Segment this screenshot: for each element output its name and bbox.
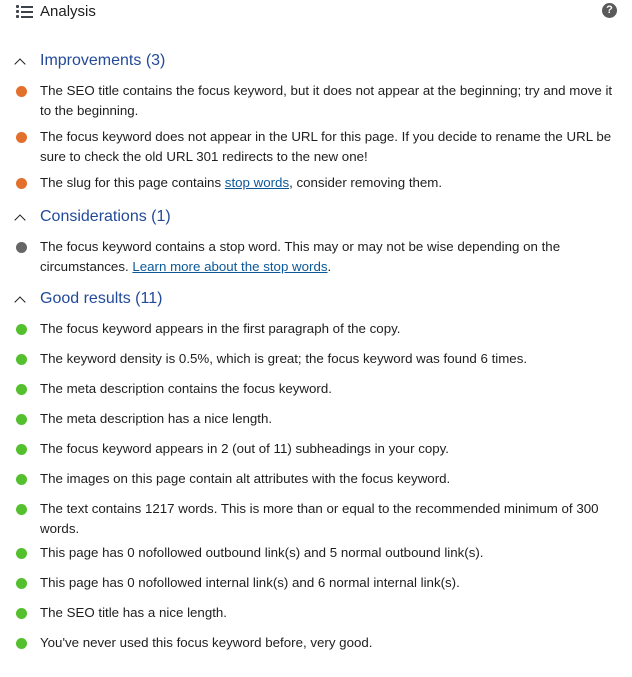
item-text: This page has 0 nofollowed outbound link(s) and 5 normal outbound link(s). <box>40 545 484 560</box>
item-text: The focus keyword does not appear in the URL for this page. If you decide to rename the URL be sure to check the old URL 301 redirects to the new one! <box>40 129 612 164</box>
list-item <box>14 81 614 121</box>
good-results-toggle[interactable] <box>14 290 614 314</box>
list-item <box>14 439 614 459</box>
item-text: The focus keyword appears in the first paragraph of the copy. <box>40 321 401 336</box>
list-item <box>14 379 614 399</box>
item-text: The meta description contains the focus keyword. <box>40 381 332 396</box>
item-text: The images on this page contain alt attributes with the focus keyword. <box>40 471 451 486</box>
item-text: This page has 0 nofollowed internal link(s) and 6 normal internal link(s). <box>40 575 460 590</box>
list-item <box>14 469 614 489</box>
improvements-section <box>14 52 614 193</box>
orange-bullet-icon <box>16 132 27 143</box>
analysis-title: Analysis <box>40 3 96 20</box>
list-item <box>14 127 614 167</box>
gray-bullet-icon <box>16 242 27 253</box>
improvements-heading: Improvements (3) <box>40 52 166 69</box>
list-item <box>14 573 614 593</box>
green-bullet-icon <box>16 354 27 365</box>
chevron-up-icon <box>14 214 25 225</box>
item-text: The text contains 1217 words. This is more than or equal to the recommended minimum of 300 words. <box>40 501 599 536</box>
green-bullet-icon <box>16 548 27 559</box>
good-results-section <box>14 290 614 653</box>
green-bullet-icon <box>16 414 27 425</box>
green-bullet-icon <box>16 608 27 619</box>
green-bullet-icon <box>16 474 27 485</box>
list-item <box>14 633 614 653</box>
analysis-header <box>14 2 620 24</box>
green-bullet-icon <box>16 578 27 589</box>
list-item <box>14 543 614 563</box>
item-text: The slug for this page contains stop words, consider removing them. <box>40 175 443 190</box>
item-text: You've never used this focus keyword before, very good. <box>40 635 373 650</box>
good-results-heading: Good results (11) <box>40 290 163 307</box>
list-item <box>14 499 614 539</box>
list-item <box>14 409 614 429</box>
list-item <box>14 237 614 277</box>
chevron-up-icon <box>14 296 25 307</box>
considerations-section <box>14 208 614 277</box>
green-bullet-icon <box>16 638 27 649</box>
item-text: The focus keyword contains a stop word. This may or may not be wise depending on the circumstances. Learn more about the stop words. <box>40 239 561 274</box>
list-item <box>14 319 614 339</box>
green-bullet-icon <box>16 504 27 515</box>
item-text: The keyword density is 0.5%, which is great; the focus keyword was found 6 times. <box>40 351 528 366</box>
list-item <box>14 603 614 623</box>
list-item <box>14 173 614 193</box>
chevron-up-icon <box>14 58 25 69</box>
considerations-toggle[interactable] <box>14 208 614 232</box>
list-item <box>14 349 614 369</box>
help-icon[interactable]: ? <box>602 3 617 18</box>
green-bullet-icon <box>16 324 27 335</box>
orange-bullet-icon <box>16 178 27 189</box>
item-text: The SEO title has a nice length. <box>40 605 228 620</box>
green-bullet-icon <box>16 444 27 455</box>
learn-stop-words-link[interactable]: Learn more about the stop words <box>132 259 328 274</box>
item-text: The meta description has a nice length. <box>40 411 273 426</box>
item-text: The SEO title contains the focus keyword, but it does not appear at the beginning; try and move it to the beginning. <box>40 83 613 118</box>
list-icon <box>16 5 33 19</box>
stop-words-link[interactable]: stop words <box>224 175 290 190</box>
orange-bullet-icon <box>16 86 27 97</box>
item-text: The focus keyword appears in 2 (out of 11) subheadings in your copy. <box>40 441 449 456</box>
improvements-toggle[interactable] <box>14 52 614 76</box>
considerations-heading: Considerations (1) <box>40 208 171 225</box>
green-bullet-icon <box>16 384 27 395</box>
